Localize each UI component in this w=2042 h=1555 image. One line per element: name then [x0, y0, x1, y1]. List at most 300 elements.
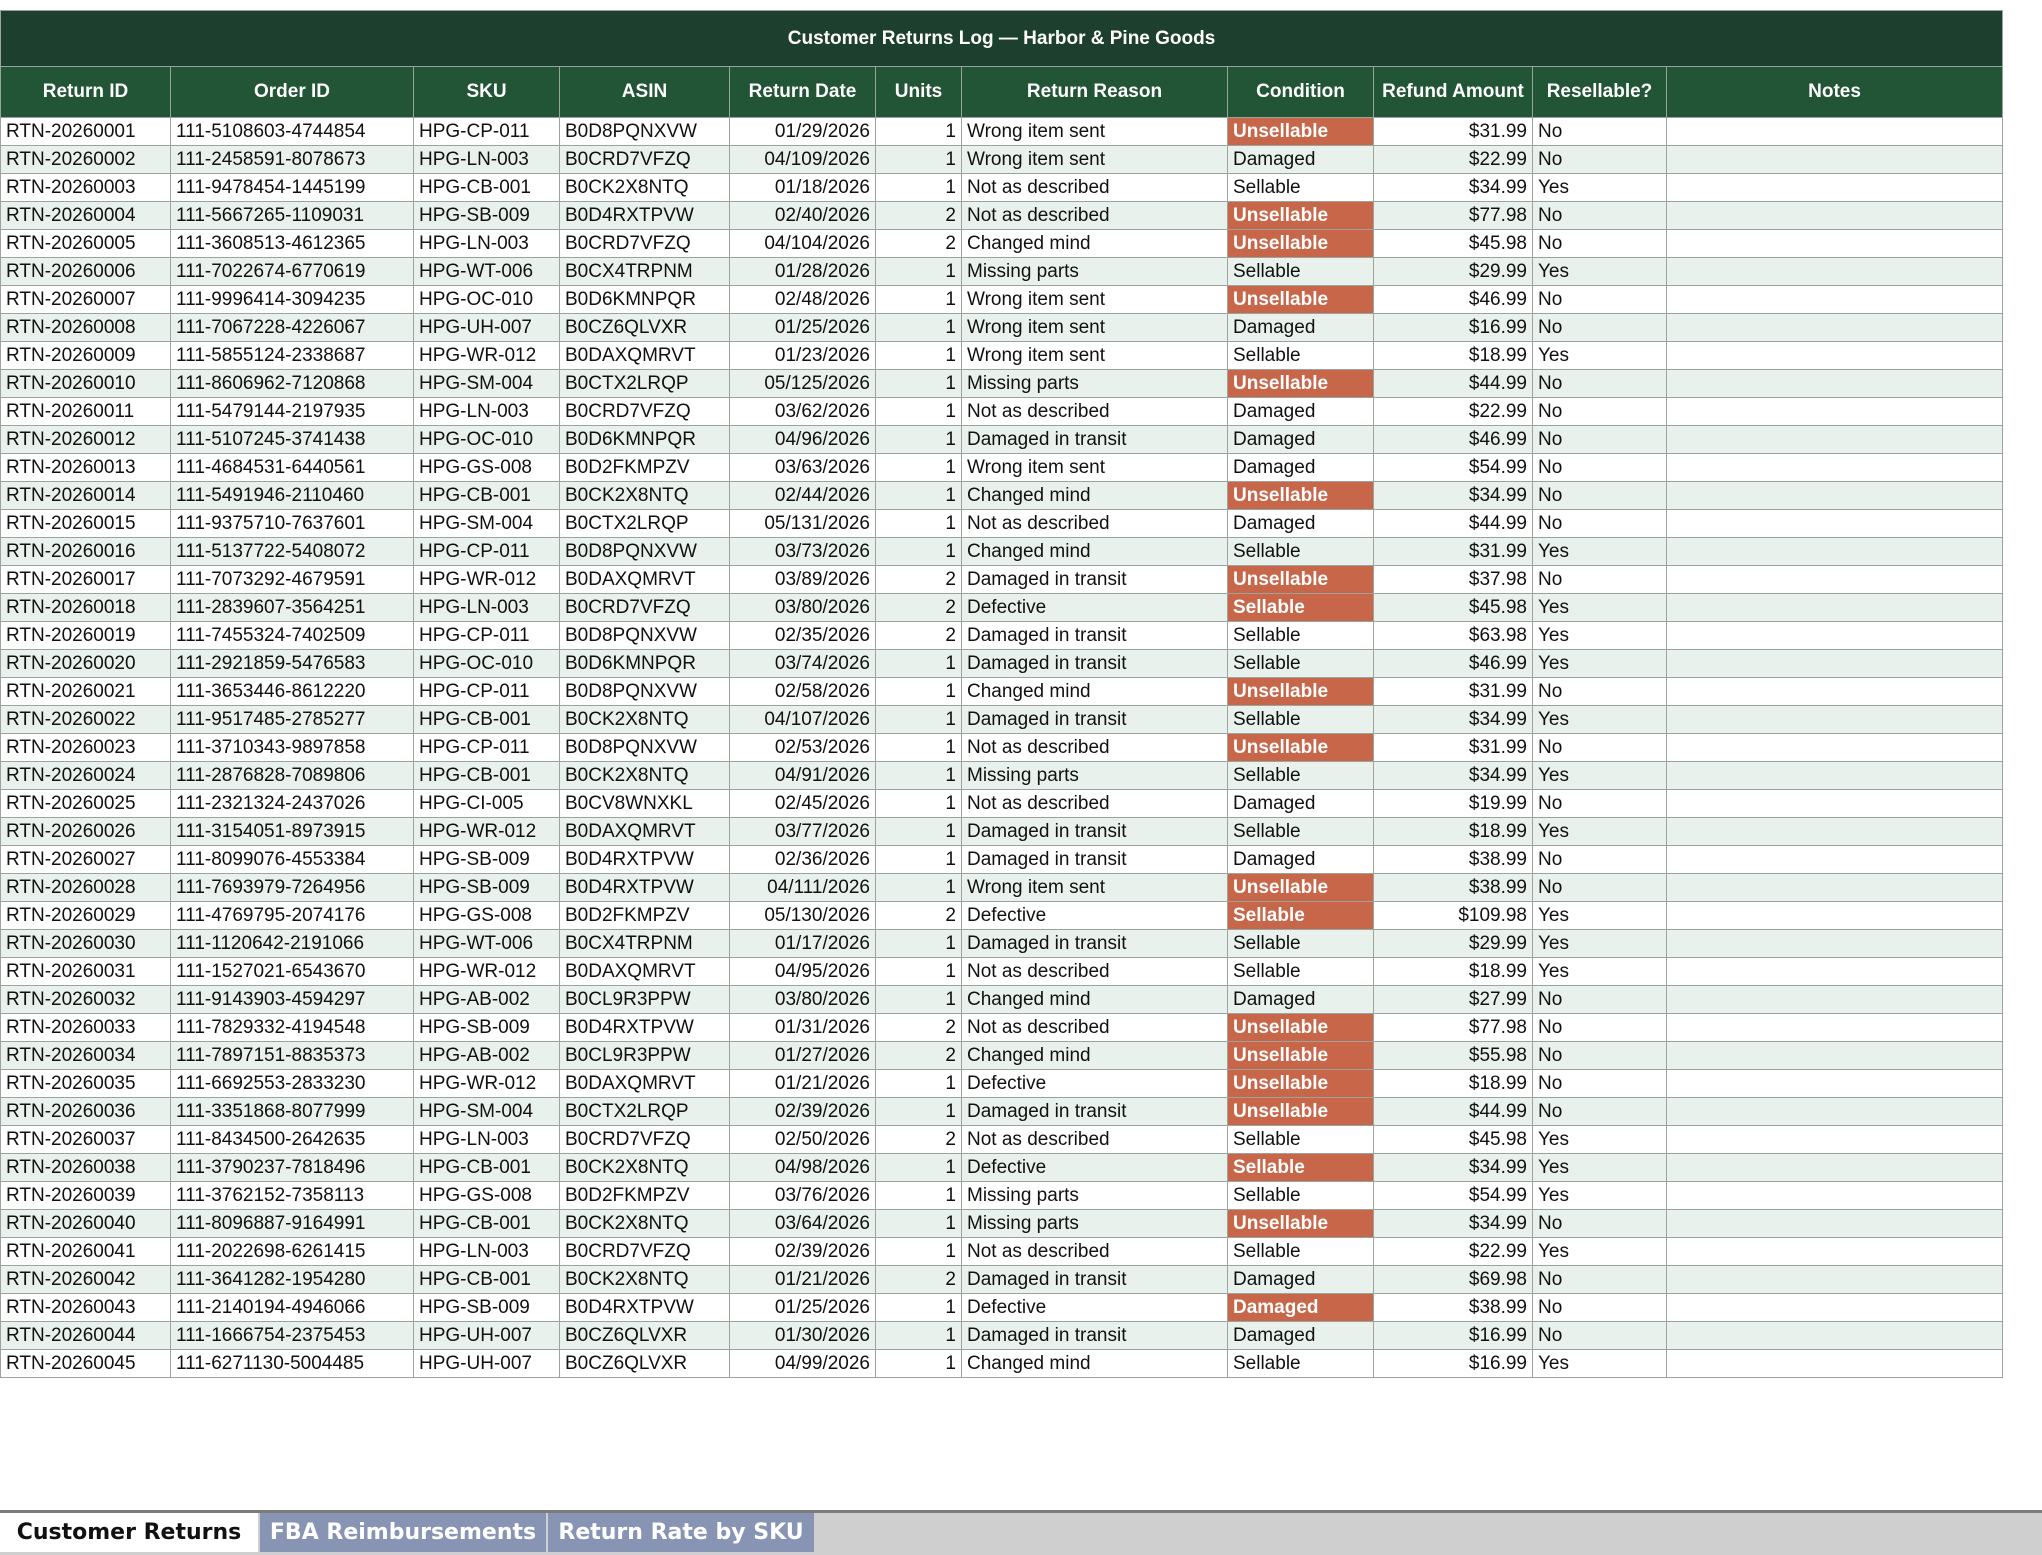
- cell-condition[interactable]: Sellable: [1228, 1238, 1374, 1266]
- cell-sku[interactable]: HPG-WT-006: [414, 258, 560, 286]
- cell-condition[interactable]: Damaged: [1228, 426, 1374, 454]
- cell-units[interactable]: 1: [876, 342, 962, 370]
- cell-condition[interactable]: Sellable: [1228, 594, 1374, 622]
- cell-condition[interactable]: Damaged: [1228, 146, 1374, 174]
- cell-notes[interactable]: [1667, 202, 2003, 230]
- cell-return-date[interactable]: 01/21/2026: [730, 1266, 876, 1294]
- cell-notes[interactable]: [1667, 818, 2003, 846]
- cell-notes[interactable]: [1667, 594, 2003, 622]
- cell-return-reason[interactable]: Damaged in transit: [962, 930, 1228, 958]
- cell-order-id[interactable]: 111-8434500-2642635: [171, 1126, 414, 1154]
- cell-units[interactable]: 1: [876, 762, 962, 790]
- cell-asin[interactable]: B0CRD7VFZQ: [560, 1238, 730, 1266]
- cell-condition[interactable]: Sellable: [1228, 930, 1374, 958]
- column-header-refund-amount[interactable]: Refund Amount: [1374, 67, 1533, 118]
- cell-return-id[interactable]: RTN-20260007: [1, 286, 171, 314]
- sheet-tab-return-rate-by-sku[interactable]: Return Rate by SKU: [548, 1513, 814, 1552]
- cell-sku[interactable]: HPG-WR-012: [414, 566, 560, 594]
- cell-notes[interactable]: [1667, 1098, 2003, 1126]
- cell-refund-amount[interactable]: $109.98: [1374, 902, 1533, 930]
- column-header-units[interactable]: Units: [876, 67, 962, 118]
- cell-return-date[interactable]: 01/31/2026: [730, 1014, 876, 1042]
- cell-return-id[interactable]: RTN-20260008: [1, 314, 171, 342]
- cell-condition[interactable]: Damaged: [1228, 1322, 1374, 1350]
- cell-units[interactable]: 1: [876, 258, 962, 286]
- cell-notes[interactable]: [1667, 146, 2003, 174]
- cell-condition[interactable]: Sellable: [1228, 1350, 1374, 1378]
- cell-order-id[interactable]: 111-5855124-2338687: [171, 342, 414, 370]
- cell-resellable[interactable]: No: [1533, 118, 1667, 146]
- cell-sku[interactable]: HPG-LN-003: [414, 1126, 560, 1154]
- cell-refund-amount[interactable]: $38.99: [1374, 874, 1533, 902]
- cell-condition[interactable]: Unsellable: [1228, 1210, 1374, 1238]
- cell-sku[interactable]: HPG-CP-011: [414, 538, 560, 566]
- cell-resellable[interactable]: No: [1533, 734, 1667, 762]
- cell-units[interactable]: 2: [876, 566, 962, 594]
- cell-asin[interactable]: B0CX4TRPNM: [560, 930, 730, 958]
- cell-order-id[interactable]: 111-7829332-4194548: [171, 1014, 414, 1042]
- cell-resellable[interactable]: Yes: [1533, 258, 1667, 286]
- cell-return-date[interactable]: 03/80/2026: [730, 594, 876, 622]
- cell-resellable[interactable]: No: [1533, 1014, 1667, 1042]
- cell-return-date[interactable]: 01/30/2026: [730, 1322, 876, 1350]
- cell-return-reason[interactable]: Damaged in transit: [962, 622, 1228, 650]
- cell-asin[interactable]: B0D6KMNPQR: [560, 650, 730, 678]
- cell-return-date[interactable]: 01/25/2026: [730, 314, 876, 342]
- cell-notes[interactable]: [1667, 258, 2003, 286]
- cell-condition[interactable]: Sellable: [1228, 762, 1374, 790]
- cell-notes[interactable]: [1667, 622, 2003, 650]
- cell-refund-amount[interactable]: $31.99: [1374, 678, 1533, 706]
- cell-return-reason[interactable]: Changed mind: [962, 230, 1228, 258]
- cell-order-id[interactable]: 111-3710343-9897858: [171, 734, 414, 762]
- cell-return-id[interactable]: RTN-20260019: [1, 622, 171, 650]
- cell-units[interactable]: 1: [876, 1210, 962, 1238]
- cell-return-reason[interactable]: Changed mind: [962, 678, 1228, 706]
- cell-asin[interactable]: B0D2FKMPZV: [560, 454, 730, 482]
- cell-asin[interactable]: B0DAXQMRVT: [560, 818, 730, 846]
- cell-condition[interactable]: Damaged: [1228, 1266, 1374, 1294]
- cell-order-id[interactable]: 111-8606962-7120868: [171, 370, 414, 398]
- cell-order-id[interactable]: 111-3762152-7358113: [171, 1182, 414, 1210]
- cell-units[interactable]: 1: [876, 650, 962, 678]
- cell-asin[interactable]: B0CZ6QLVXR: [560, 1350, 730, 1378]
- cell-sku[interactable]: HPG-CB-001: [414, 706, 560, 734]
- cell-resellable[interactable]: No: [1533, 566, 1667, 594]
- cell-units[interactable]: 1: [876, 790, 962, 818]
- cell-order-id[interactable]: 111-5667265-1109031: [171, 202, 414, 230]
- cell-sku[interactable]: HPG-SM-004: [414, 510, 560, 538]
- cell-return-date[interactable]: 04/107/2026: [730, 706, 876, 734]
- cell-order-id[interactable]: 111-9478454-1445199: [171, 174, 414, 202]
- column-header-return-id[interactable]: Return ID: [1, 67, 171, 118]
- cell-return-id[interactable]: RTN-20260006: [1, 258, 171, 286]
- cell-refund-amount[interactable]: $55.98: [1374, 1042, 1533, 1070]
- cell-sku[interactable]: HPG-CI-005: [414, 790, 560, 818]
- cell-order-id[interactable]: 111-2321324-2437026: [171, 790, 414, 818]
- column-header-return-reason[interactable]: Return Reason: [962, 67, 1228, 118]
- cell-sku[interactable]: HPG-OC-010: [414, 426, 560, 454]
- cell-return-id[interactable]: RTN-20260025: [1, 790, 171, 818]
- cell-order-id[interactable]: 111-1120642-2191066: [171, 930, 414, 958]
- cell-return-reason[interactable]: Not as described: [962, 1014, 1228, 1042]
- cell-units[interactable]: 1: [876, 118, 962, 146]
- cell-order-id[interactable]: 111-3351868-8077999: [171, 1098, 414, 1126]
- column-header-return-date[interactable]: Return Date: [730, 67, 876, 118]
- cell-units[interactable]: 2: [876, 230, 962, 258]
- cell-order-id[interactable]: 111-7897151-8835373: [171, 1042, 414, 1070]
- cell-resellable[interactable]: Yes: [1533, 342, 1667, 370]
- cell-return-id[interactable]: RTN-20260013: [1, 454, 171, 482]
- cell-notes[interactable]: [1667, 538, 2003, 566]
- column-header-order-id[interactable]: Order ID: [171, 67, 414, 118]
- cell-notes[interactable]: [1667, 230, 2003, 258]
- cell-return-id[interactable]: RTN-20260043: [1, 1294, 171, 1322]
- cell-notes[interactable]: [1667, 1294, 2003, 1322]
- cell-refund-amount[interactable]: $34.99: [1374, 1154, 1533, 1182]
- cell-return-reason[interactable]: Defective: [962, 594, 1228, 622]
- cell-resellable[interactable]: No: [1533, 314, 1667, 342]
- cell-units[interactable]: 1: [876, 1154, 962, 1182]
- cell-refund-amount[interactable]: $22.99: [1374, 146, 1533, 174]
- cell-order-id[interactable]: 111-8096887-9164991: [171, 1210, 414, 1238]
- cell-sku[interactable]: HPG-CB-001: [414, 762, 560, 790]
- cell-resellable[interactable]: Yes: [1533, 1182, 1667, 1210]
- cell-return-date[interactable]: 02/45/2026: [730, 790, 876, 818]
- cell-return-date[interactable]: 04/99/2026: [730, 1350, 876, 1378]
- cell-resellable[interactable]: No: [1533, 1294, 1667, 1322]
- cell-resellable[interactable]: No: [1533, 230, 1667, 258]
- cell-condition[interactable]: Unsellable: [1228, 230, 1374, 258]
- cell-asin[interactable]: B0D8PQNXVW: [560, 538, 730, 566]
- cell-notes[interactable]: [1667, 454, 2003, 482]
- cell-order-id[interactable]: 111-3653446-8612220: [171, 678, 414, 706]
- cell-resellable[interactable]: Yes: [1533, 538, 1667, 566]
- cell-return-reason[interactable]: Wrong item sent: [962, 874, 1228, 902]
- cell-return-id[interactable]: RTN-20260012: [1, 426, 171, 454]
- cell-sku[interactable]: HPG-CP-011: [414, 678, 560, 706]
- cell-sku[interactable]: HPG-SB-009: [414, 874, 560, 902]
- cell-notes[interactable]: [1667, 706, 2003, 734]
- cell-units[interactable]: 1: [876, 930, 962, 958]
- cell-refund-amount[interactable]: $45.98: [1374, 1126, 1533, 1154]
- cell-return-reason[interactable]: Damaged in transit: [962, 706, 1228, 734]
- cell-return-reason[interactable]: Damaged in transit: [962, 846, 1228, 874]
- cell-return-id[interactable]: RTN-20260045: [1, 1350, 171, 1378]
- cell-refund-amount[interactable]: $29.99: [1374, 930, 1533, 958]
- cell-sku[interactable]: HPG-SB-009: [414, 1294, 560, 1322]
- column-header-sku[interactable]: SKU: [414, 67, 560, 118]
- cell-return-date[interactable]: 01/25/2026: [730, 1294, 876, 1322]
- cell-return-reason[interactable]: Missing parts: [962, 258, 1228, 286]
- cell-units[interactable]: 1: [876, 678, 962, 706]
- cell-condition[interactable]: Sellable: [1228, 958, 1374, 986]
- cell-return-reason[interactable]: Damaged in transit: [962, 1266, 1228, 1294]
- cell-sku[interactable]: HPG-SB-009: [414, 846, 560, 874]
- cell-condition[interactable]: Unsellable: [1228, 482, 1374, 510]
- cell-order-id[interactable]: 111-1666754-2375453: [171, 1322, 414, 1350]
- cell-resellable[interactable]: No: [1533, 510, 1667, 538]
- cell-units[interactable]: 1: [876, 482, 962, 510]
- cell-asin[interactable]: B0DAXQMRVT: [560, 342, 730, 370]
- cell-asin[interactable]: B0CTX2LRQP: [560, 510, 730, 538]
- cell-asin[interactable]: B0D4RXTPVW: [560, 202, 730, 230]
- cell-resellable[interactable]: No: [1533, 370, 1667, 398]
- cell-return-date[interactable]: 02/40/2026: [730, 202, 876, 230]
- cell-notes[interactable]: [1667, 1322, 2003, 1350]
- cell-return-id[interactable]: RTN-20260036: [1, 1098, 171, 1126]
- cell-sku[interactable]: HPG-WR-012: [414, 818, 560, 846]
- column-header-condition[interactable]: Condition: [1228, 67, 1374, 118]
- cell-resellable[interactable]: Yes: [1533, 622, 1667, 650]
- cell-return-date[interactable]: 03/74/2026: [730, 650, 876, 678]
- cell-return-id[interactable]: RTN-20260010: [1, 370, 171, 398]
- cell-order-id[interactable]: 111-2022698-6261415: [171, 1238, 414, 1266]
- cell-return-reason[interactable]: Changed mind: [962, 1350, 1228, 1378]
- cell-refund-amount[interactable]: $46.99: [1374, 286, 1533, 314]
- cell-asin[interactable]: B0D4RXTPVW: [560, 846, 730, 874]
- cell-return-id[interactable]: RTN-20260011: [1, 398, 171, 426]
- cell-resellable[interactable]: Yes: [1533, 1154, 1667, 1182]
- cell-sku[interactable]: HPG-GS-008: [414, 1182, 560, 1210]
- cell-resellable[interactable]: No: [1533, 286, 1667, 314]
- column-header-resellable[interactable]: Resellable?: [1533, 67, 1667, 118]
- cell-return-id[interactable]: RTN-20260022: [1, 706, 171, 734]
- cell-units[interactable]: 1: [876, 706, 962, 734]
- cell-refund-amount[interactable]: $29.99: [1374, 258, 1533, 286]
- cell-return-reason[interactable]: Not as described: [962, 398, 1228, 426]
- cell-refund-amount[interactable]: $31.99: [1374, 734, 1533, 762]
- cell-return-id[interactable]: RTN-20260004: [1, 202, 171, 230]
- cell-asin[interactable]: B0CL9R3PPW: [560, 1042, 730, 1070]
- cell-units[interactable]: 1: [876, 1098, 962, 1126]
- cell-condition[interactable]: Unsellable: [1228, 202, 1374, 230]
- cell-notes[interactable]: [1667, 734, 2003, 762]
- cell-sku[interactable]: HPG-SB-009: [414, 202, 560, 230]
- cell-return-date[interactable]: 03/76/2026: [730, 1182, 876, 1210]
- cell-return-id[interactable]: RTN-20260038: [1, 1154, 171, 1182]
- cell-return-id[interactable]: RTN-20260002: [1, 146, 171, 174]
- cell-refund-amount[interactable]: $54.99: [1374, 1182, 1533, 1210]
- cell-refund-amount[interactable]: $31.99: [1374, 118, 1533, 146]
- cell-resellable[interactable]: Yes: [1533, 958, 1667, 986]
- cell-asin[interactable]: B0D2FKMPZV: [560, 1182, 730, 1210]
- cell-condition[interactable]: Sellable: [1228, 258, 1374, 286]
- cell-refund-amount[interactable]: $45.98: [1374, 230, 1533, 258]
- column-header-asin[interactable]: ASIN: [560, 67, 730, 118]
- cell-refund-amount[interactable]: $22.99: [1374, 398, 1533, 426]
- cell-asin[interactable]: B0CK2X8NTQ: [560, 1210, 730, 1238]
- cell-notes[interactable]: [1667, 482, 2003, 510]
- cell-return-reason[interactable]: Wrong item sent: [962, 454, 1228, 482]
- cell-order-id[interactable]: 111-4684531-6440561: [171, 454, 414, 482]
- cell-units[interactable]: 1: [876, 958, 962, 986]
- cell-refund-amount[interactable]: $46.99: [1374, 426, 1533, 454]
- cell-return-reason[interactable]: Defective: [962, 902, 1228, 930]
- cell-notes[interactable]: [1667, 314, 2003, 342]
- sheet-tab-fba-reimbursements[interactable]: FBA Reimbursements: [260, 1513, 546, 1552]
- cell-sku[interactable]: HPG-LN-003: [414, 230, 560, 258]
- cell-resellable[interactable]: No: [1533, 1042, 1667, 1070]
- cell-sku[interactable]: HPG-UH-007: [414, 314, 560, 342]
- cell-asin[interactable]: B0D8PQNXVW: [560, 622, 730, 650]
- cell-asin[interactable]: B0CK2X8NTQ: [560, 174, 730, 202]
- cell-return-id[interactable]: RTN-20260031: [1, 958, 171, 986]
- cell-resellable[interactable]: Yes: [1533, 1238, 1667, 1266]
- cell-asin[interactable]: B0CTX2LRQP: [560, 1098, 730, 1126]
- cell-asin[interactable]: B0CK2X8NTQ: [560, 1266, 730, 1294]
- cell-asin[interactable]: B0CL9R3PPW: [560, 986, 730, 1014]
- cell-order-id[interactable]: 111-7067228-4226067: [171, 314, 414, 342]
- cell-return-id[interactable]: RTN-20260009: [1, 342, 171, 370]
- cell-units[interactable]: 2: [876, 622, 962, 650]
- cell-resellable[interactable]: Yes: [1533, 930, 1667, 958]
- cell-return-id[interactable]: RTN-20260034: [1, 1042, 171, 1070]
- cell-return-date[interactable]: 03/64/2026: [730, 1210, 876, 1238]
- cell-order-id[interactable]: 111-5137722-5408072: [171, 538, 414, 566]
- cell-return-id[interactable]: RTN-20260035: [1, 1070, 171, 1098]
- cell-return-reason[interactable]: Missing parts: [962, 762, 1228, 790]
- cell-refund-amount[interactable]: $54.99: [1374, 454, 1533, 482]
- cell-notes[interactable]: [1667, 1266, 2003, 1294]
- cell-condition[interactable]: Damaged: [1228, 846, 1374, 874]
- cell-order-id[interactable]: 111-7073292-4679591: [171, 566, 414, 594]
- cell-sku[interactable]: HPG-GS-008: [414, 902, 560, 930]
- cell-sku[interactable]: HPG-SM-004: [414, 1098, 560, 1126]
- cell-condition[interactable]: Sellable: [1228, 538, 1374, 566]
- cell-return-reason[interactable]: Not as described: [962, 202, 1228, 230]
- cell-asin[interactable]: B0DAXQMRVT: [560, 958, 730, 986]
- cell-sku[interactable]: HPG-CB-001: [414, 1210, 560, 1238]
- cell-refund-amount[interactable]: $34.99: [1374, 174, 1533, 202]
- cell-asin[interactable]: B0CRD7VFZQ: [560, 398, 730, 426]
- cell-units[interactable]: 1: [876, 1322, 962, 1350]
- sheet-tab-customer-returns[interactable]: Customer Returns: [0, 1513, 258, 1552]
- cell-return-reason[interactable]: Damaged in transit: [962, 1098, 1228, 1126]
- cell-resellable[interactable]: Yes: [1533, 174, 1667, 202]
- cell-return-id[interactable]: RTN-20260041: [1, 1238, 171, 1266]
- cell-units[interactable]: 1: [876, 146, 962, 174]
- cell-resellable[interactable]: No: [1533, 846, 1667, 874]
- cell-return-date[interactable]: 01/29/2026: [730, 118, 876, 146]
- cell-return-reason[interactable]: Missing parts: [962, 370, 1228, 398]
- cell-return-reason[interactable]: Damaged in transit: [962, 818, 1228, 846]
- cell-refund-amount[interactable]: $44.99: [1374, 370, 1533, 398]
- cell-notes[interactable]: [1667, 398, 2003, 426]
- cell-asin[interactable]: B0CZ6QLVXR: [560, 314, 730, 342]
- cell-order-id[interactable]: 111-2140194-4946066: [171, 1294, 414, 1322]
- cell-order-id[interactable]: 111-8099076-4553384: [171, 846, 414, 874]
- cell-return-reason[interactable]: Not as described: [962, 174, 1228, 202]
- cell-return-date[interactable]: 03/63/2026: [730, 454, 876, 482]
- cell-return-reason[interactable]: Not as described: [962, 734, 1228, 762]
- cell-resellable[interactable]: No: [1533, 202, 1667, 230]
- cell-condition[interactable]: Sellable: [1228, 1126, 1374, 1154]
- cell-resellable[interactable]: Yes: [1533, 902, 1667, 930]
- cell-notes[interactable]: [1667, 986, 2003, 1014]
- cell-units[interactable]: 1: [876, 1350, 962, 1378]
- cell-return-reason[interactable]: Not as described: [962, 790, 1228, 818]
- cell-return-date[interactable]: 01/18/2026: [730, 174, 876, 202]
- cell-asin[interactable]: B0D8PQNXVW: [560, 118, 730, 146]
- cell-notes[interactable]: [1667, 930, 2003, 958]
- cell-condition[interactable]: Unsellable: [1228, 118, 1374, 146]
- cell-condition[interactable]: Damaged: [1228, 454, 1374, 482]
- cell-condition[interactable]: Unsellable: [1228, 1070, 1374, 1098]
- cell-return-id[interactable]: RTN-20260032: [1, 986, 171, 1014]
- cell-refund-amount[interactable]: $18.99: [1374, 1070, 1533, 1098]
- cell-sku[interactable]: HPG-AB-002: [414, 986, 560, 1014]
- cell-units[interactable]: 1: [876, 538, 962, 566]
- cell-sku[interactable]: HPG-OC-010: [414, 286, 560, 314]
- cell-sku[interactable]: HPG-SM-004: [414, 370, 560, 398]
- cell-condition[interactable]: Sellable: [1228, 622, 1374, 650]
- cell-return-reason[interactable]: Changed mind: [962, 538, 1228, 566]
- cell-sku[interactable]: HPG-WR-012: [414, 342, 560, 370]
- cell-resellable[interactable]: No: [1533, 426, 1667, 454]
- cell-return-date[interactable]: 02/48/2026: [730, 286, 876, 314]
- cell-return-date[interactable]: 01/17/2026: [730, 930, 876, 958]
- cell-sku[interactable]: HPG-GS-008: [414, 454, 560, 482]
- cell-order-id[interactable]: 111-5107245-3741438: [171, 426, 414, 454]
- cell-notes[interactable]: [1667, 1126, 2003, 1154]
- cell-return-id[interactable]: RTN-20260028: [1, 874, 171, 902]
- cell-refund-amount[interactable]: $77.98: [1374, 1014, 1533, 1042]
- cell-return-date[interactable]: 02/58/2026: [730, 678, 876, 706]
- cell-refund-amount[interactable]: $38.99: [1374, 1294, 1533, 1322]
- cell-notes[interactable]: [1667, 510, 2003, 538]
- cell-resellable[interactable]: No: [1533, 1070, 1667, 1098]
- cell-resellable[interactable]: No: [1533, 1266, 1667, 1294]
- cell-return-date[interactable]: 01/23/2026: [730, 342, 876, 370]
- cell-return-date[interactable]: 03/73/2026: [730, 538, 876, 566]
- cell-return-id[interactable]: RTN-20260020: [1, 650, 171, 678]
- cell-sku[interactable]: HPG-CB-001: [414, 174, 560, 202]
- cell-return-reason[interactable]: Changed mind: [962, 1042, 1228, 1070]
- cell-return-reason[interactable]: Changed mind: [962, 482, 1228, 510]
- cell-asin[interactable]: B0CRD7VFZQ: [560, 1126, 730, 1154]
- cell-condition[interactable]: Unsellable: [1228, 1042, 1374, 1070]
- cell-resellable[interactable]: No: [1533, 454, 1667, 482]
- cell-return-date[interactable]: 01/27/2026: [730, 1042, 876, 1070]
- cell-resellable[interactable]: No: [1533, 790, 1667, 818]
- cell-condition[interactable]: Sellable: [1228, 1182, 1374, 1210]
- cell-refund-amount[interactable]: $16.99: [1374, 1322, 1533, 1350]
- cell-notes[interactable]: [1667, 762, 2003, 790]
- cell-return-reason[interactable]: Defective: [962, 1294, 1228, 1322]
- cell-order-id[interactable]: 111-7022674-6770619: [171, 258, 414, 286]
- cell-return-date[interactable]: 02/39/2026: [730, 1098, 876, 1126]
- cell-order-id[interactable]: 111-3608513-4612365: [171, 230, 414, 258]
- cell-notes[interactable]: [1667, 1154, 2003, 1182]
- cell-return-reason[interactable]: Wrong item sent: [962, 118, 1228, 146]
- cell-refund-amount[interactable]: $31.99: [1374, 538, 1533, 566]
- cell-asin[interactable]: B0D4RXTPVW: [560, 1014, 730, 1042]
- cell-return-date[interactable]: 03/77/2026: [730, 818, 876, 846]
- cell-order-id[interactable]: 111-5491946-2110460: [171, 482, 414, 510]
- cell-return-date[interactable]: 04/104/2026: [730, 230, 876, 258]
- cell-sku[interactable]: HPG-LN-003: [414, 594, 560, 622]
- cell-sku[interactable]: HPG-UH-007: [414, 1322, 560, 1350]
- cell-refund-amount[interactable]: $22.99: [1374, 1238, 1533, 1266]
- cell-resellable[interactable]: No: [1533, 874, 1667, 902]
- cell-return-date[interactable]: 04/111/2026: [730, 874, 876, 902]
- cell-sku[interactable]: HPG-WR-012: [414, 1070, 560, 1098]
- cell-notes[interactable]: [1667, 1182, 2003, 1210]
- cell-notes[interactable]: [1667, 958, 2003, 986]
- cell-notes[interactable]: [1667, 1070, 2003, 1098]
- sheet-title[interactable]: Customer Returns Log — Harbor & Pine Goods: [1, 11, 2003, 67]
